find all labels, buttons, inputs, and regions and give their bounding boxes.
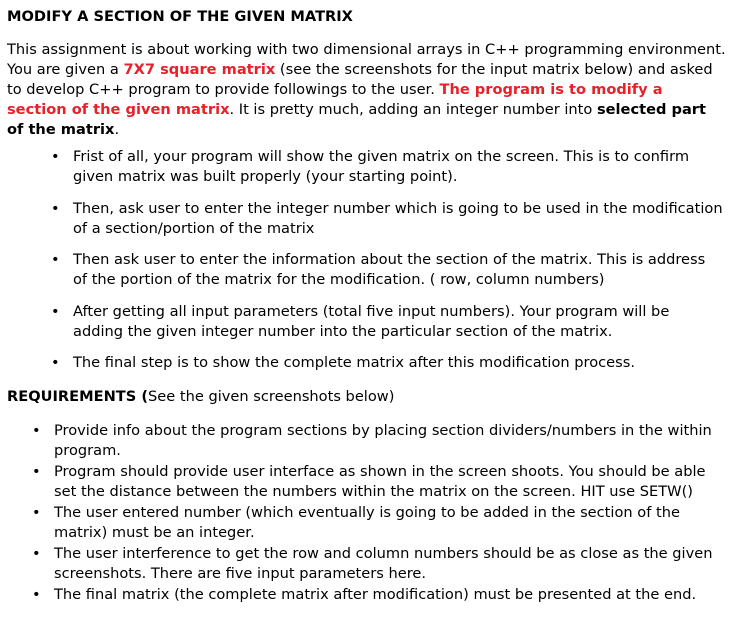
program-goal-highlight: The program is to modify a section of the given matrix bbox=[7, 81, 663, 118]
list-item: • After getting all input parameters (total five input numbers). Your program will be adding the given integer number into the particular section of the matrix. bbox=[73, 302, 723, 342]
list-item: • Program should provide user interface as shown in the screen shoots. You should be able set the distance between the numbers within the matrix on the screen. HIT use SETW() bbox=[54, 462, 726, 502]
list-item: • Then, ask user to enter the integer number which is going to be used in the modification of a section/portion of the matrix bbox=[73, 199, 723, 239]
list-item: • Then ask user to enter the information about the section of the matrix. This is address of the portion of the matrix for the modification. ( row, column numbers) bbox=[73, 250, 723, 290]
selected-part-emphasis: selected part of the matrix bbox=[7, 101, 706, 138]
intro-text-1: This assignment is about working with two dimensional arrays in C++ programming environment. You are given a bbox=[7, 41, 726, 78]
page-title: MODIFY A SECTION OF THE GIVEN MATRIX bbox=[7, 8, 353, 25]
list-item: • The final step is to show the complete matrix after this modification process. bbox=[73, 353, 723, 373]
matrix-size-highlight: 7X7 square matrix bbox=[123, 61, 276, 78]
intro-text-2: (see the screenshots for the input matrix below) and asked to develop C++ program to provide followings to the user. bbox=[7, 61, 713, 98]
list-item: • The final matrix (the complete matrix after modification) must be presented at the end. bbox=[54, 585, 726, 605]
intro-paragraph bbox=[7, 40, 727, 140]
list-item: • Frist of all, your program will show the given matrix on the screen. This is to confirm given matrix was built properly (your starting point). bbox=[73, 147, 723, 187]
requirements-heading-rest: See the given screenshots below) bbox=[148, 388, 395, 405]
list-item: • The user interference to get the row and column numbers should be as close as the given screenshots. There are five input parameters here. bbox=[54, 544, 726, 584]
requirements-heading-bold: REQUIREMENTS ( bbox=[7, 388, 149, 405]
list-item: • The user entered number (which eventually is going to be added in the section of the matrix) must be an integer. bbox=[54, 503, 726, 543]
intro-text-4: . bbox=[114, 121, 120, 138]
intro-text-3: . It is pretty much, adding an integer number into bbox=[229, 101, 597, 118]
list-item: • Provide info about the program sections by placing section dividers/numbers in the within program. bbox=[54, 421, 726, 461]
requirements-heading bbox=[7, 387, 394, 407]
